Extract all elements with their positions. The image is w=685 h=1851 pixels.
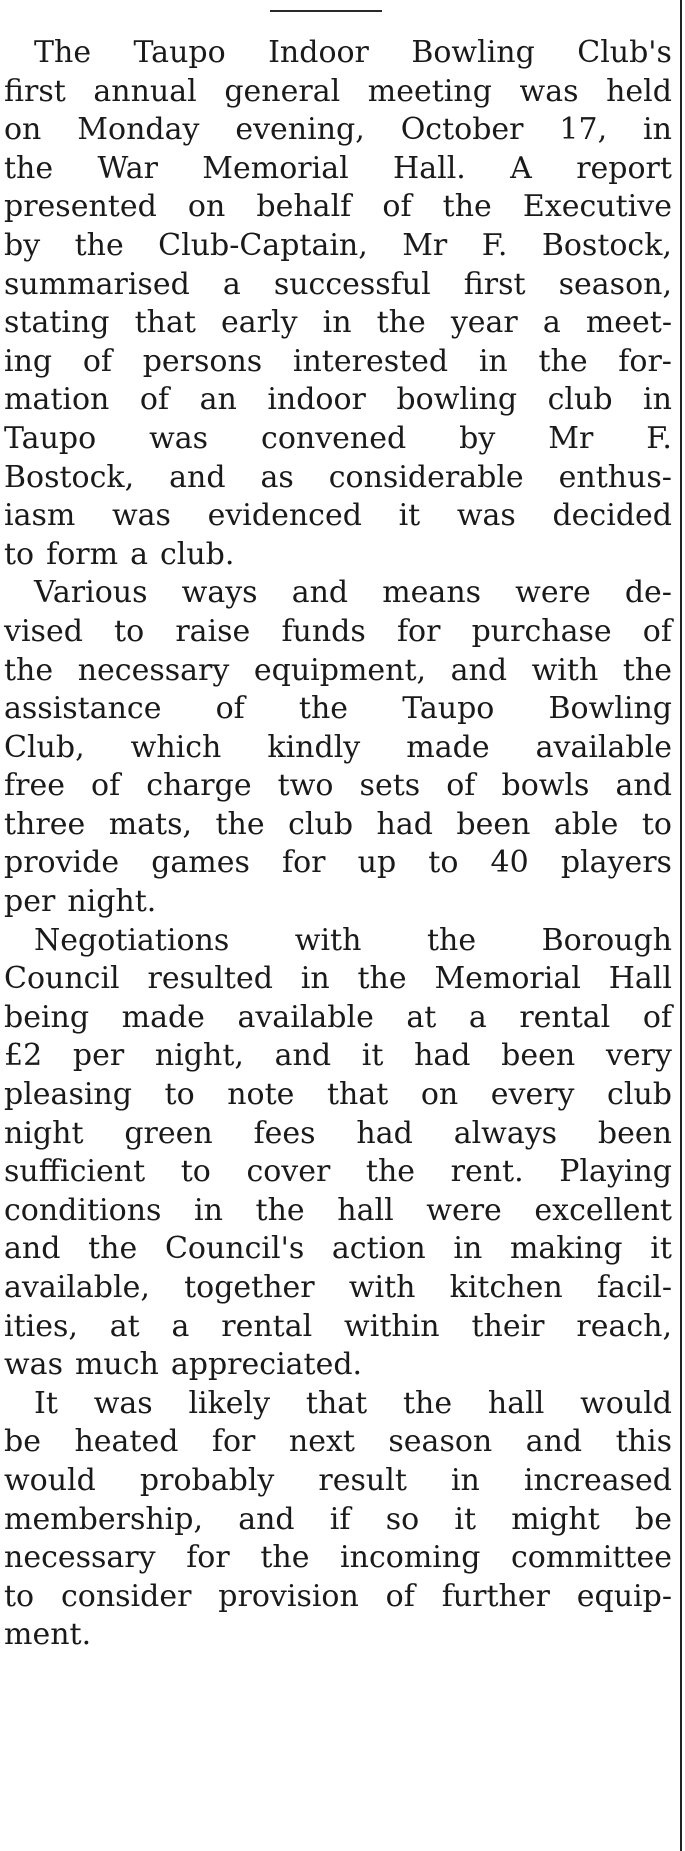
text-line: assistance of the Taupo Bowling bbox=[4, 691, 672, 727]
text-line: pleasing to note that on every club bbox=[4, 1077, 672, 1113]
text-line: would probably result in increased bbox=[4, 1462, 672, 1498]
top-divider-rule bbox=[270, 10, 382, 12]
text-line: necessary for the incoming committee bbox=[4, 1540, 672, 1576]
text-line: ment. bbox=[4, 1617, 92, 1653]
text-line: Council resulted in the Memorial Hall bbox=[4, 961, 672, 997]
text-line: Various ways and means were de- bbox=[34, 575, 672, 611]
text-line: the necessary equipment, and with the bbox=[4, 652, 672, 688]
text-line: provide games for up to 40 players bbox=[4, 845, 672, 881]
text-line: to form a club. bbox=[4, 536, 235, 572]
text-line: being made available at a rental of bbox=[4, 999, 672, 1035]
text-line: presented on behalf of the Executive bbox=[4, 189, 672, 225]
paragraph-2 bbox=[4, 574, 672, 921]
text-line: It was likely that the hall would bbox=[34, 1385, 672, 1421]
text-line: night green fees had always been bbox=[4, 1115, 672, 1151]
text-line: Club, which kindly made available bbox=[4, 729, 672, 765]
text-line: was much appreciated. bbox=[4, 1347, 363, 1383]
text-line: summarised a successful first season, bbox=[4, 266, 672, 302]
text-line: ing of persons interested in the for- bbox=[4, 343, 672, 379]
paragraph-4 bbox=[4, 1385, 672, 1655]
text-line: ities, at a rental within their reach, bbox=[4, 1308, 672, 1344]
text-line: first annual general meeting was held bbox=[4, 73, 672, 109]
text-line: stating that early in the year a meet- bbox=[4, 305, 672, 341]
text-line: £2 per night, and it had been very bbox=[4, 1038, 672, 1074]
text-line: be heated for next season and this bbox=[4, 1424, 672, 1460]
text-line: available, together with kitchen facil- bbox=[4, 1270, 672, 1305]
text-line: The Taupo Indoor Bowling Club's bbox=[34, 35, 672, 70]
text-line: conditions in the hall were excellent bbox=[4, 1192, 672, 1228]
text-line: to consider provision of further equip- bbox=[4, 1578, 672, 1614]
text-line: sufficient to cover the rent. Playing bbox=[4, 1154, 672, 1190]
column-divider-rule bbox=[680, 0, 682, 1851]
text-line: Negotiations with the Borough bbox=[34, 922, 672, 958]
newspaper-article bbox=[4, 34, 672, 1655]
text-line: by the Club-Captain, Mr F. Bostock, bbox=[4, 227, 672, 263]
text-line: Taupo was convened by Mr F. bbox=[4, 420, 672, 456]
text-line: the War Memorial Hall. A report bbox=[4, 150, 672, 186]
text-line: free of charge two sets of bowls and bbox=[4, 768, 672, 804]
text-line: three mats, the club had been able to bbox=[4, 806, 672, 842]
text-line: per night. bbox=[4, 884, 157, 920]
text-line: iasm was evidenced it was decided bbox=[4, 498, 672, 534]
text-line: membership, and if so it might be bbox=[4, 1501, 672, 1537]
paragraph-1 bbox=[4, 34, 672, 574]
text-line: Bostock, and as considerable enthus- bbox=[4, 459, 672, 495]
text-line: mation of an indoor bowling club in bbox=[4, 382, 672, 418]
text-line: and the Council's action in making it bbox=[4, 1231, 672, 1267]
text-line: on Monday evening, October 17, in bbox=[4, 112, 672, 148]
text-line: vised to raise funds for purchase of bbox=[4, 613, 672, 649]
paragraph-3 bbox=[4, 922, 672, 1385]
